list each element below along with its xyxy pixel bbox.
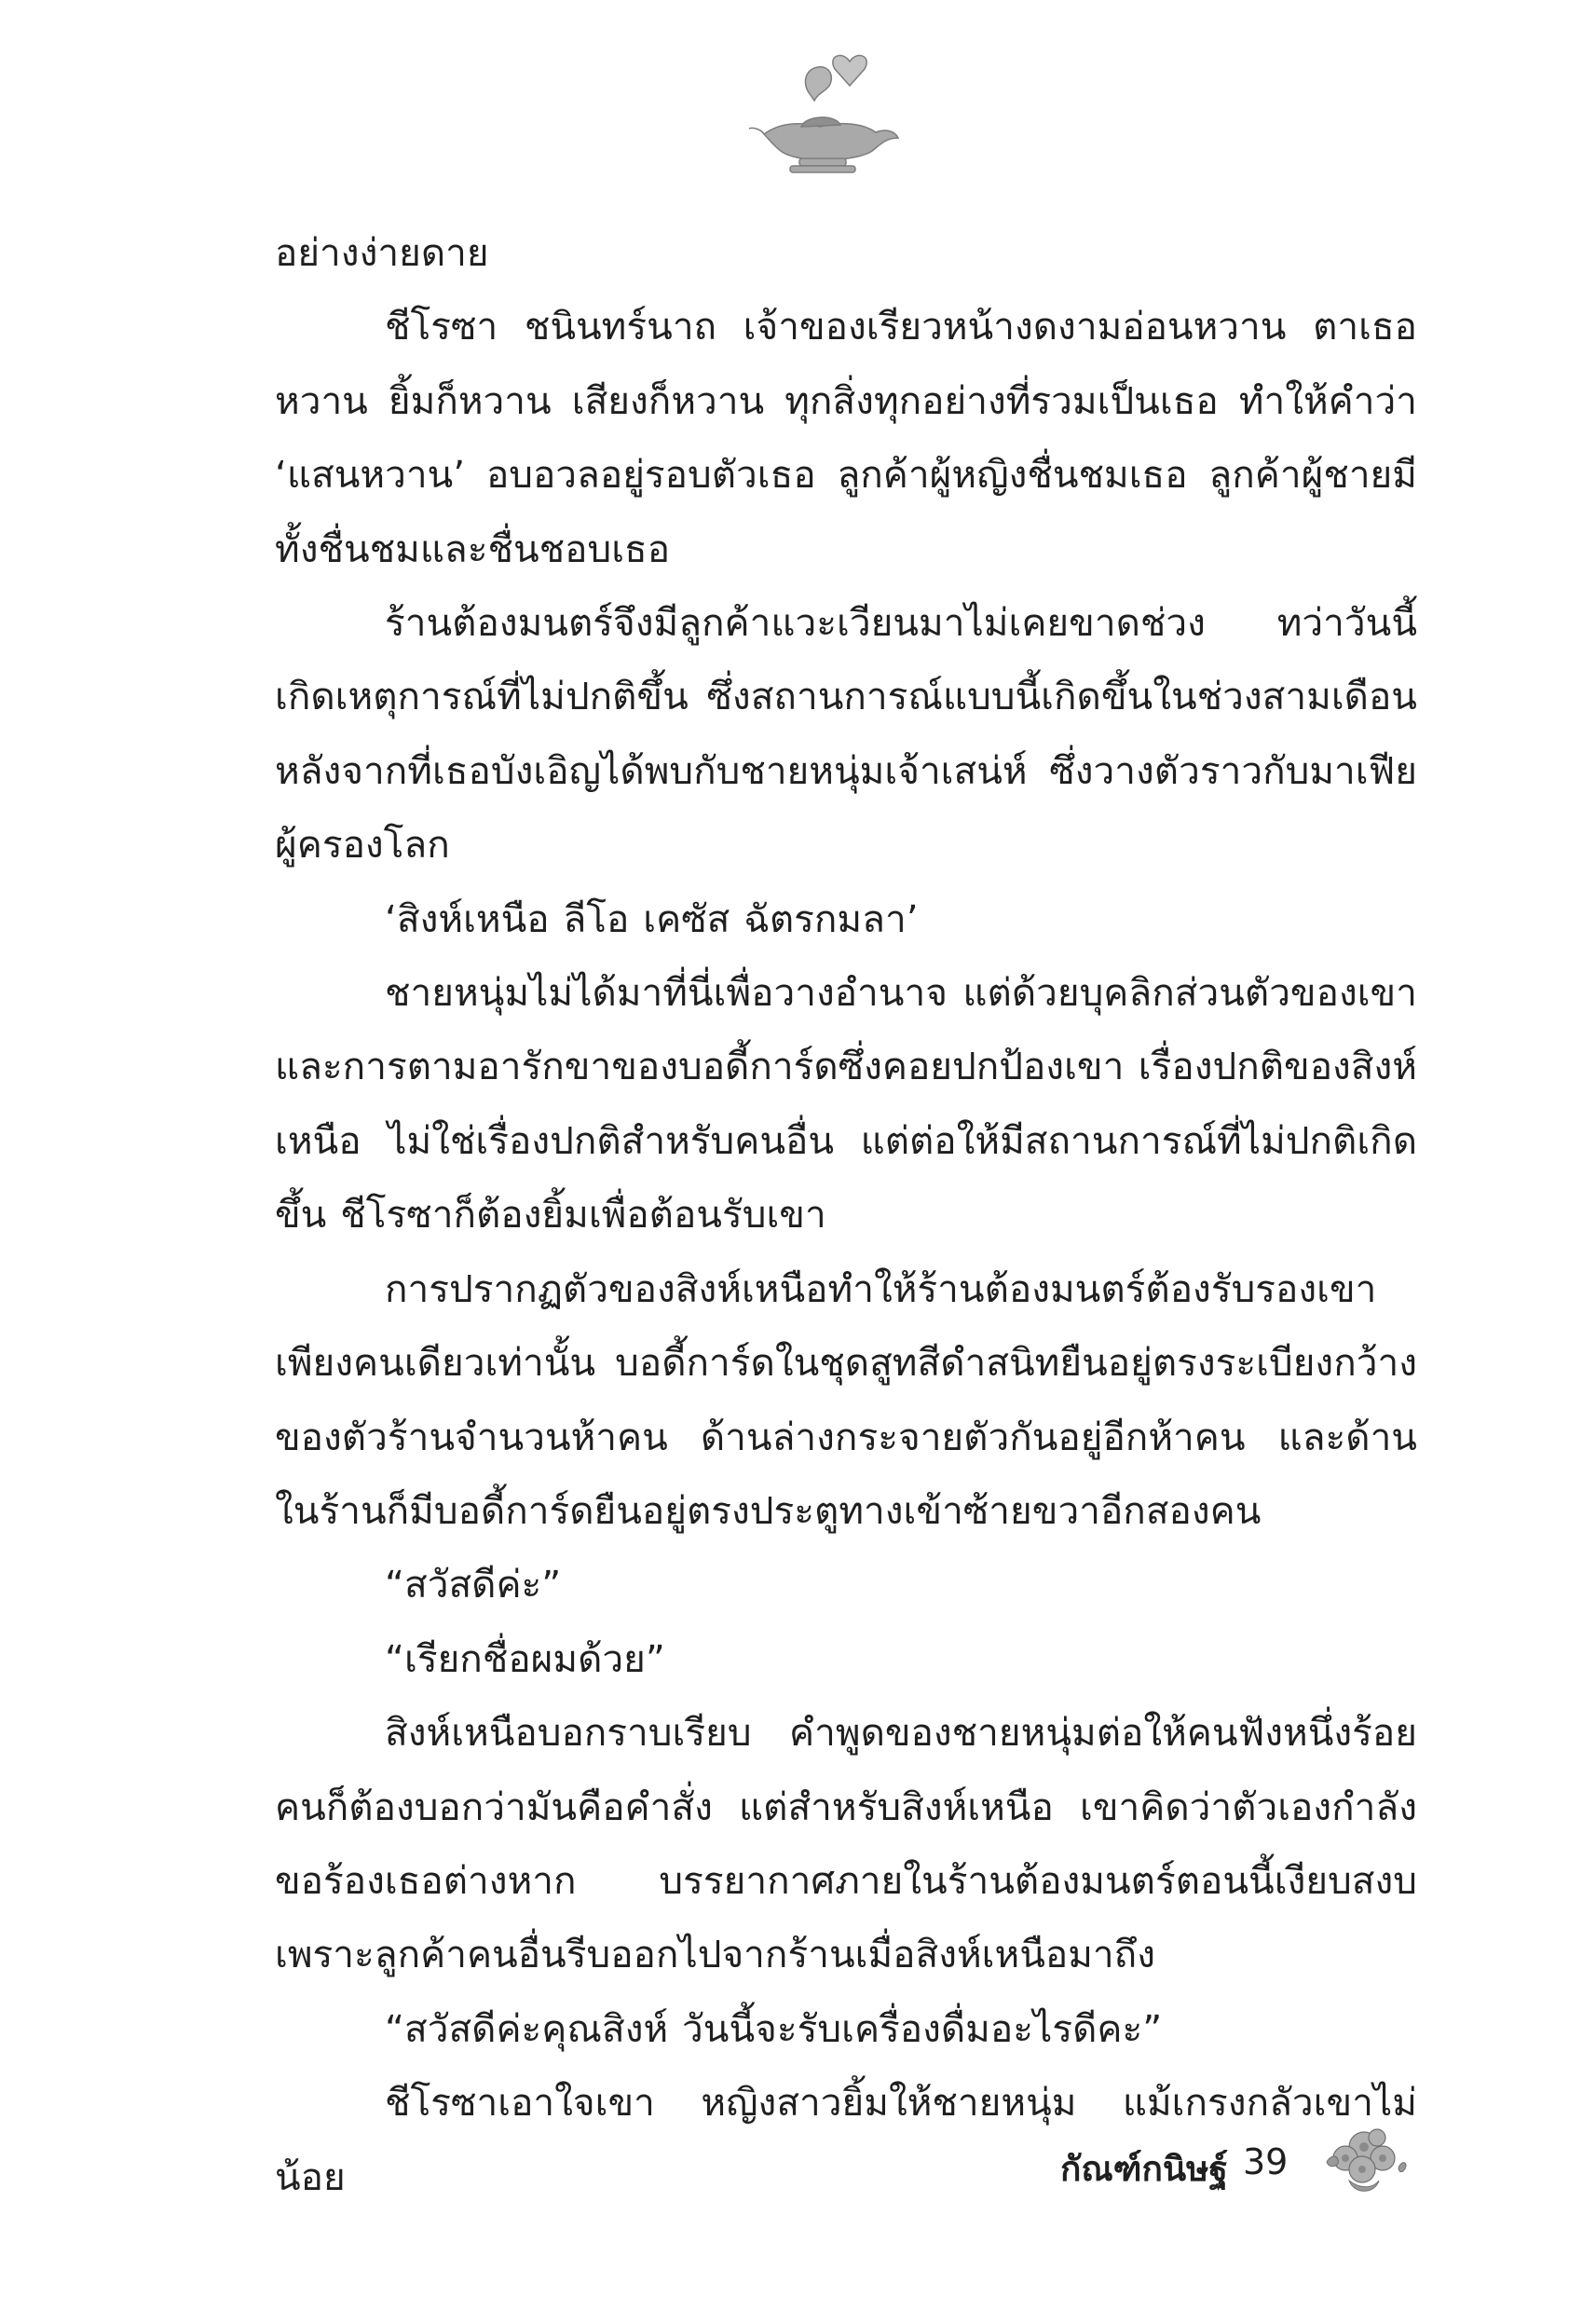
paragraph: ชายหนุ่มไม่ได้มาที่นี่เพื่อวางอำนาจ แต่ด้วยบุคลิกส่วนตัวของเขาและการตามอารักขาของบอดี้การ์ดซึ่งคอยปกป้องเขา เรื่องปกติของสิงห์เหนือ ไม่ใช่เรื่องปกติสำหรับคนอื่น แต่ต่อให้มีสถานการณ์ที่ไม่ปกติเกิดขึ้น ชีโรซาก็ต้องยิ้มเพื่อต้อนรับเขา xyxy=(275,970,1417,1238)
paragraph: อย่างง่ายดาย xyxy=(275,230,489,275)
paragraph: “เรียกชื่อผมด้วย” xyxy=(385,1635,665,1681)
paragraph: “สวัสดีค่ะ” xyxy=(385,1562,562,1607)
body-text xyxy=(275,216,1417,2214)
paragraph: ‘สิงห์เหนือ ลีโอ เคซัส ฉัตรกมลา’ xyxy=(385,896,919,941)
paragraph: “สวัสดีค่ะคุณสิงห์ วันนี้จะรับเครื่องดื่มอะไรดีคะ” xyxy=(385,2005,1163,2051)
paragraph: ชีโรซา ชนินทร์นาถ เจ้าของเรียวหน้างดงามอ่อนหวาน ตาเธอหวาน ยิ้มก็หวาน เสียงก็หวาน ทุกสิ่งทุกอย่างที่รวมเป็นเธอ ทำให้คำว่า ‘แสนหวาน’ อบอวลอยู่รอบตัวเธอ ลูกค้าผู้หญิงชื่นชมเธอ ลูกค้าผู้ชายมีทั้งชื่นชมและชื่นชอบเธอ xyxy=(275,304,1417,571)
paragraph: ร้านต้องมนตร์จึงมีลูกค้าแวะเวียนมาไม่เคยขาดช่วง ทว่าวันนี้เกิดเหตุการณ์ที่ไม่ปกติขึ้น ซึ่งสถานการณ์แบบนี้เกิดขึ้นในช่วงสามเดือนหลังจากที่เธอบังเอิญได้พบกับชายหนุ่มเจ้าเสน่ห์ ซึ่งวางตัวราวกับมาเฟียผู้ครองโลก xyxy=(275,600,1417,868)
genie-lamp-heart-icon xyxy=(745,48,904,179)
paragraph: ชีโรซาเอาใจเขา หญิงสาวยิ้มให้ชายหนุ่ม แม้เกรงกลัวเขาไม่น้อย xyxy=(275,2080,1417,2199)
paragraph: การปรากฏตัวของสิงห์เหนือทำให้ร้านต้องมนตร์ต้องรับรองเขาเพียงคนเดียวเท่านั้น บอดี้การ์ดในชุดสูทสีดำสนิทยืนอยู่ตรงระเบียงกว้างของตัวร้านจำนวนห้าคน ด้านล่างกระจายตัวกันอยู่อีกห้าคน และด้านในร้านก็มีบอดี้การ์ดยืนอยู่ตรงประตูทางเข้าซ้ายขวาอีกสองคน xyxy=(275,1265,1417,1533)
page-number: 39 xyxy=(1243,2141,1289,2182)
book-title: กัณฑ์กนิษฐ์ xyxy=(1060,2149,1228,2189)
flower-bouquet-icon xyxy=(1321,2115,1410,2199)
paragraph: สิงห์เหนือบอกราบเรียบ คำพูดของชายหนุ่มต่อให้คนฟังหนึ่งร้อยคนก็ต้องบอกว่ามันคือคำสั่ง แต่สำหรับสิงห์เหนือ เขาคิดว่าตัวเองกำลังขอร้องเธอต่างหาก บรรยากาศภายในร้านต้องมนตร์ตอนนี้เงียบสงบ เพราะลูกค้าคนอื่นรีบออกไปจากร้านเมื่อสิงห์เหนือมาถึง xyxy=(275,1710,1417,1977)
